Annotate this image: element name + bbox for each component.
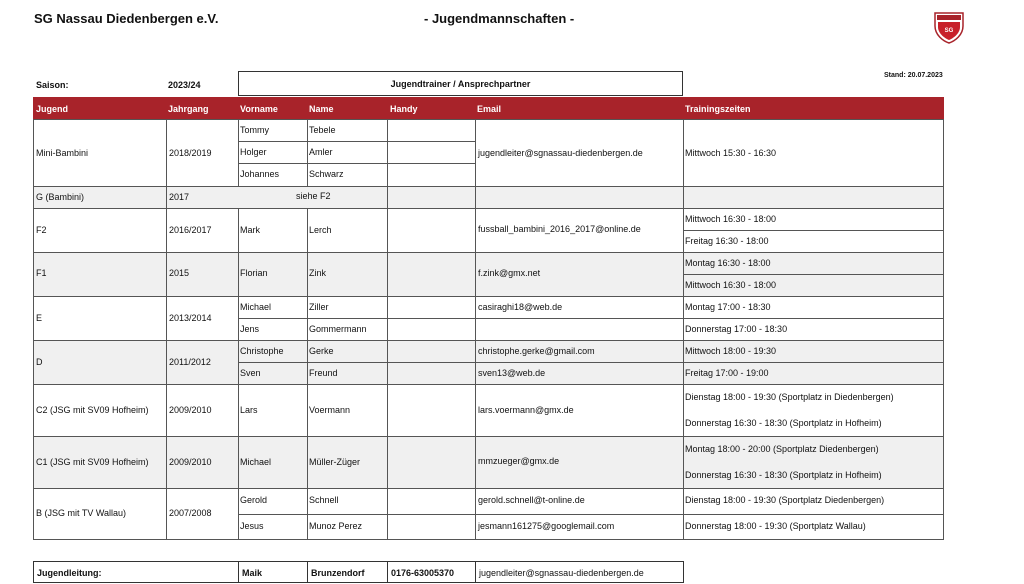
- training-time: Montag 16:30 - 18:00: [685, 258, 771, 268]
- email-link[interactable]: jesmann161275@googlemail.com: [478, 521, 615, 531]
- training-time: Donnerstag 18:00 - 19:30 (Sportplatz Wallau): [685, 521, 866, 531]
- col-name: Name: [309, 104, 334, 114]
- team-year: 2017: [169, 192, 190, 202]
- coach-first: Johannes: [240, 169, 280, 179]
- col-trainingszeiten: Trainingszeiten: [685, 104, 751, 114]
- page-title: - Jugendmannschaften -: [424, 11, 575, 26]
- footer-last-name: Brunzendorf: [311, 568, 365, 578]
- team-name: C2 (JSG mit SV09 Hofheim): [36, 405, 149, 415]
- training-time: Montag 17:00 - 18:30: [685, 302, 771, 312]
- coach-last: Lerch: [309, 225, 332, 235]
- coach-last: Gommermann: [309, 324, 367, 334]
- youth-leader-row: [33, 561, 684, 583]
- trainer-header-box: [238, 71, 683, 96]
- coach-last: Schwarz: [309, 169, 344, 179]
- email-link[interactable]: mmzueger@gmx.de: [478, 456, 560, 466]
- email-link[interactable]: sven13@web.de: [478, 368, 546, 378]
- coach-first: Gerold: [240, 495, 268, 505]
- training-time: Dienstag 18:00 - 19:30 (Sportplatz Diedenbergen): [685, 495, 885, 505]
- team-year: 2007/2008: [169, 508, 212, 518]
- col-handy: Handy: [390, 104, 418, 114]
- col-email: Email: [477, 104, 502, 114]
- team-year: 2009/2010: [169, 457, 212, 467]
- coach-last: Amler: [309, 147, 333, 157]
- team-name: G (Bambini): [36, 192, 85, 202]
- row-note: siehe F2: [296, 191, 331, 201]
- training-time: Mittwoch 16:30 - 18:00: [685, 280, 777, 290]
- email-link[interactable]: casiraghi18@web.de: [478, 302, 563, 312]
- coach-first: Jens: [240, 324, 260, 334]
- coach-last: Freund: [309, 368, 338, 378]
- coach-last: Voermann: [309, 405, 351, 415]
- coach-last: Ziller: [309, 302, 329, 312]
- coach-first: Florian: [240, 268, 268, 278]
- email-link[interactable]: gerold.schnell@t-online.de: [478, 495, 585, 505]
- coach-first: Michael: [240, 302, 272, 312]
- team-year: 2015: [169, 268, 190, 278]
- email-link[interactable]: f.zink@gmx.net: [478, 268, 541, 278]
- team-name: Mini-Bambini: [36, 148, 89, 158]
- team-year: 2009/2010: [169, 405, 212, 415]
- coach-first: Tommy: [240, 125, 269, 135]
- training-time: Dienstag 18:00 - 19:30 (Sportplatz in Diedenbergen): [685, 392, 894, 402]
- season-label: Saison:: [36, 80, 69, 90]
- coach-last: Munoz Perez: [309, 521, 363, 531]
- footer-phone: 0176-63005370: [391, 568, 455, 578]
- coach-last: Zink: [309, 268, 327, 278]
- svg-text:SG: SG: [944, 28, 954, 34]
- training-time: Donnerstag 16:30 - 18:30 (Sportplatz in Hofheim): [685, 418, 882, 428]
- coach-first: Christophe: [240, 346, 284, 356]
- coach-first: Sven: [240, 368, 261, 378]
- coach-first: Michael: [240, 457, 272, 467]
- team-name: F2: [36, 225, 47, 235]
- coach-last: Müller-Züger: [309, 457, 361, 467]
- stand-date: Stand: 20.07.2023: [884, 72, 943, 79]
- team-year: 2013/2014: [169, 313, 212, 323]
- season-value: 2023/24: [168, 80, 201, 90]
- footer-email-link[interactable]: jugendleiter@sgnassau-diedenbergen.de: [479, 568, 644, 578]
- training-time: Mittwoch 18:00 - 19:30: [685, 346, 777, 356]
- training-time: Donnerstag 17:00 - 18:30: [685, 324, 788, 334]
- coach-first: Holger: [240, 147, 267, 157]
- team-name: C1 (JSG mit SV09 Hofheim): [36, 457, 149, 467]
- team-year: 2018/2019: [169, 148, 212, 158]
- col-jahrgang: Jahrgang: [168, 104, 209, 114]
- coach-last: Schnell: [309, 495, 339, 505]
- team-name: E: [36, 313, 43, 323]
- team-name: D: [36, 357, 43, 367]
- training-time: Montag 18:00 - 20:00 (Sportplatz Diedenbergen): [685, 444, 879, 454]
- email-link[interactable]: lars.voermann@gmx.de: [478, 405, 574, 415]
- email-link[interactable]: jugendleiter@sgnassau-diedenbergen.de: [478, 148, 643, 158]
- coach-first: Mark: [240, 225, 260, 235]
- club-logo-icon: [933, 10, 965, 44]
- footer-first-name: Maik: [242, 568, 263, 578]
- coach-last: Tebele: [309, 125, 336, 135]
- team-name: F1: [36, 268, 47, 278]
- email-link[interactable]: fussball_bambini_2016_2017@online.de: [478, 224, 641, 234]
- coach-last: Gerke: [309, 346, 334, 356]
- training-time: Mittwoch 15:30 - 16:30: [685, 148, 777, 158]
- training-time: Freitag 17:00 - 19:00: [685, 368, 769, 378]
- coach-first: Lars: [240, 405, 258, 415]
- training-time: Freitag 16:30 - 18:00: [685, 236, 769, 246]
- col-jugend: Jugend: [36, 104, 69, 114]
- training-time: Donnerstag 16:30 - 18:30 (Sportplatz in Hofheim): [685, 470, 882, 480]
- coach-first: Jesus: [240, 521, 264, 531]
- team-name: B (JSG mit TV Wallau): [36, 508, 127, 518]
- training-time: Mittwoch 16:30 - 18:00: [685, 214, 777, 224]
- trainer-header: Jugendtrainer / Ansprechpartner: [390, 79, 531, 89]
- club-name: SG Nassau Diedenbergen e.V.: [34, 11, 219, 26]
- footer-label: Jugendleitung:: [37, 568, 102, 578]
- col-vorname: Vorname: [240, 104, 278, 114]
- email-link[interactable]: christophe.gerke@gmail.com: [478, 346, 595, 356]
- team-year: 2011/2012: [169, 357, 211, 367]
- team-year: 2016/2017: [169, 225, 212, 235]
